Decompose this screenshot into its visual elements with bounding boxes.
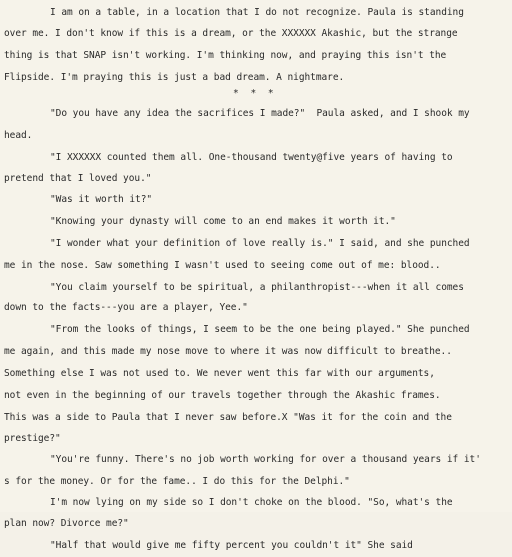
text-line: "Knowing your dynasty will come to an end makes it worth it." (50, 216, 396, 227)
text-line: "You claim yourself to be spiritual, a philanthropist---when it all comes (50, 282, 464, 293)
text-line: head. (4, 130, 33, 141)
text-line: down to the facts---you are a player, Yee." (4, 302, 248, 313)
text-line: I am on a table, in a location that I do not recognize. Paula is standing (50, 7, 464, 18)
text-line: not even in the beginning of our travels together through the Akashic frames. (4, 390, 441, 401)
text-line: "Half that would give me fifty percent you couldn't it" She said (50, 540, 413, 551)
text-line: s for the money. Or for the fame.. I do this for the Delphi." (4, 476, 350, 487)
text-line: "Do you have any idea the sacrifices I made?" Paula asked, and I shook my (50, 108, 470, 119)
text-line: plan now? Divorce me?" (4, 518, 129, 529)
text-line: "From the looks of things, I seem to be the one being played." She punched (50, 324, 470, 335)
text-line: me in the nose. Saw something I wasn't used to seeing come out of me: blood.. (4, 260, 441, 271)
text-line: "Was it worth it?" (50, 194, 153, 205)
text-line: thing is that SNAP isn't working. I'm thinking now, and praying this isn't the (4, 50, 447, 61)
text-line: I'm now lying on my side so I don't choke on the blood. "So, what's the (50, 497, 453, 508)
text-line: Flipside. I'm praying this is just a bad dream. A nightmare. (4, 72, 345, 83)
text-line: Something else I was not used to. We never went this far with our arguments, (4, 368, 435, 379)
text-line: This was a side to Paula that I never saw before.X "Was it for the coin and the (4, 412, 452, 423)
text-line: "You're funny. There's no job worth working for over a thousand years if it' (50, 454, 481, 465)
text-line: over me. I don't know if this is a dream, or the XXXXXX Akashic, but the strange (4, 28, 458, 39)
text-line: "I XXXXXX counted them all. One-thousand twenty@five years of having to (50, 152, 453, 163)
section-separator: * * * (233, 88, 277, 99)
text-line: prestige?" (4, 433, 61, 444)
text-line: me again, and this made my nose move to where it was now difficult to breathe.. (4, 346, 452, 357)
text-line: "I wonder what your definition of love really is." I said, and she punched (50, 238, 470, 249)
text-line: pretend that I loved you." (4, 173, 152, 184)
